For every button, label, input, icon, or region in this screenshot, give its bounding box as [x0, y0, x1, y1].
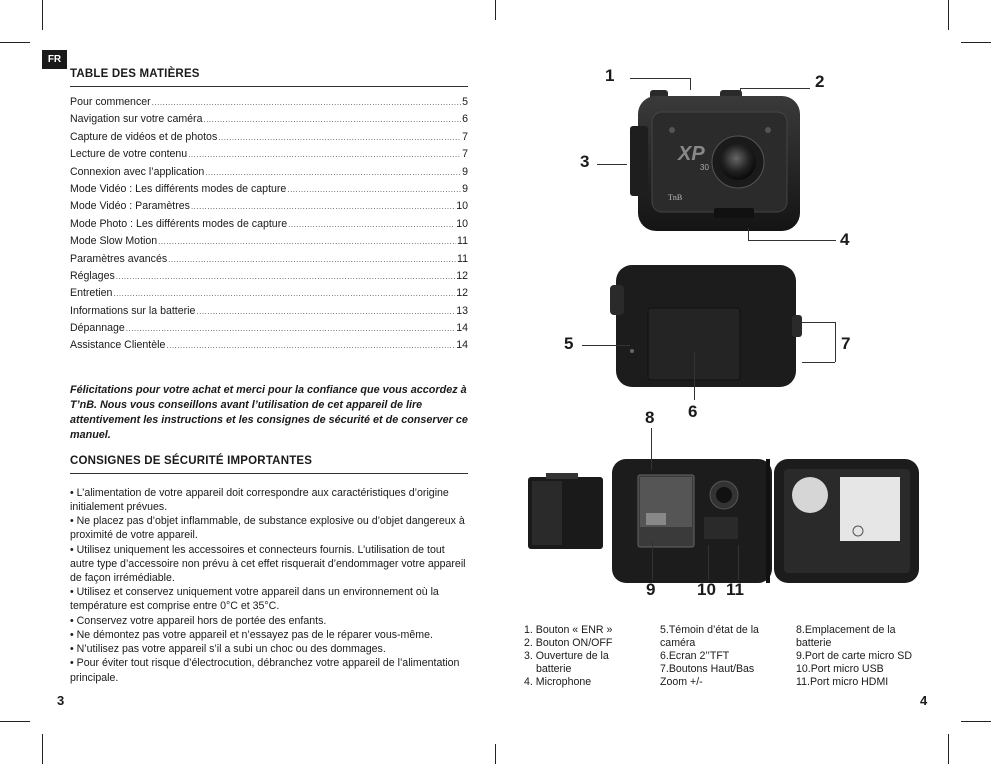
safety-item: • Conservez votre appareil hors de portée des enfants.	[70, 614, 468, 628]
callout-leader	[802, 322, 835, 323]
toc-entry-page: 7	[462, 148, 468, 161]
safety-title: CONSIGNES DE SÉCURITÉ IMPORTANTES	[70, 455, 468, 474]
toc-leader-dots	[126, 324, 455, 333]
toc-leader-dots	[116, 272, 455, 281]
camera-brand: TnB	[668, 193, 683, 202]
toc-entry-page: 12	[456, 269, 468, 282]
legend-item: caméra	[660, 637, 696, 649]
status-led	[630, 349, 634, 353]
toc-entry-label: Informations sur la batterie	[70, 304, 196, 317]
toc-leader-dots	[218, 133, 461, 142]
camera-logo: XP	[678, 143, 705, 165]
microphone	[714, 208, 754, 218]
toc-entry	[70, 287, 468, 304]
toc-entry	[70, 322, 468, 339]
safety-item: • Ne démontez pas votre appareil et n’essayez pas de le réparer vous-même.	[70, 628, 468, 642]
toc-entry-page: 10	[456, 200, 468, 213]
callout-leader	[835, 322, 836, 362]
toc-entry	[70, 235, 468, 252]
toc-leader-dots	[168, 255, 456, 264]
table-of-contents	[70, 96, 468, 357]
toc-entry-label: Connexion avec l’application	[70, 165, 205, 178]
battery-label	[840, 477, 900, 541]
callout-leader	[694, 352, 695, 400]
callout-11: 11	[726, 580, 744, 599]
crop-mark	[961, 42, 991, 43]
callout-4: 4	[840, 230, 850, 249]
callout-leader	[582, 345, 630, 346]
toc-entry-page: 13	[456, 304, 468, 317]
toc-entry	[70, 270, 468, 287]
toc-leader-dots	[188, 150, 461, 159]
crop-mark	[948, 734, 949, 764]
legend-item: 9.Port de carte micro SD	[796, 650, 912, 662]
intro-paragraph: Félicitations pour votre achat et merci pour la confiance que vous accordez à T’nB. Nous vous conseillons avant l’utilisation de cet appareil de lire attentivement les instructions et les consignes de sécurité et de conserver ce manuel.	[70, 383, 468, 441]
toc-entry-label: Entretien	[70, 287, 113, 300]
crop-mark	[495, 744, 496, 764]
legend-item: 7.Boutons Haut/Bas	[660, 663, 755, 675]
callout-3: 3	[580, 152, 590, 171]
crop-mark	[961, 721, 991, 722]
camera-model: 30	[700, 163, 709, 172]
toc-entry-label: Capture de vidéos et de photos	[70, 130, 218, 143]
callout-leader	[651, 428, 652, 470]
toc-entry-page: 5	[462, 96, 468, 108]
legend-item: 2. Bouton ON/OFF	[524, 637, 613, 649]
toc-entry-page: 12	[456, 287, 468, 300]
toc-entry-page: 14	[456, 322, 468, 335]
toc-entry	[70, 253, 468, 270]
safety-item: • N’utilisez pas votre appareil s’il a subi un choc ou des dommages.	[70, 642, 468, 656]
legend-item: 10.Port micro USB	[796, 663, 884, 675]
legend-item: batterie	[536, 663, 572, 675]
toc-leader-dots	[203, 115, 461, 124]
left-page	[70, 60, 468, 685]
legend-item: 5.Témoin d’état de la	[660, 624, 759, 636]
toc-leader-dots	[166, 341, 455, 350]
toc-entry	[70, 218, 468, 235]
safety-item: • Utilisez et conservez uniquement votre appareil dans un environnement où la température est comprise entre 0°C et 35°C.	[70, 585, 468, 613]
legend-item: batterie	[796, 637, 832, 649]
callout-leader	[738, 545, 739, 580]
toc-entry-page: 10	[456, 217, 468, 230]
legend-column-1	[524, 624, 649, 689]
crop-mark	[0, 42, 30, 43]
toc-entry-label: Mode Photo : Les différents modes de capture	[70, 217, 288, 230]
toc-entry-label: Mode Vidéo : Paramètres	[70, 200, 190, 213]
legend-item: 8.Emplacement de la	[796, 624, 896, 636]
toc-entry	[70, 183, 468, 200]
microsd-slot	[646, 513, 666, 525]
callout-leader	[690, 78, 691, 90]
callout-leader	[597, 164, 627, 165]
toc-entry	[70, 96, 468, 113]
toc-entry-page: 9	[462, 165, 468, 178]
toc-entry-label: Lecture de votre contenu	[70, 148, 188, 161]
toc-leader-dots	[113, 289, 455, 298]
safety-item: • L’alimentation de votre appareil doit correspondre aux caractéristiques d’origine initialement prévues.	[70, 486, 468, 514]
callout-8: 8	[645, 408, 655, 427]
toc-entry-label: Assistance Clientèle	[70, 339, 166, 352]
toc-leader-dots	[196, 307, 455, 316]
legend-item: 11.Port micro HDMI	[796, 676, 889, 688]
toc-entry	[70, 131, 468, 148]
callout-1: 1	[605, 66, 615, 85]
toc-leader-dots	[288, 220, 455, 229]
safety-item: • Pour éviter tout risque d’électrocution, débranchez votre appareil de l’alimentation principale.	[70, 656, 468, 684]
toc-entry-label: Mode Vidéo : Les différents modes de capture	[70, 182, 287, 195]
battery-door	[630, 126, 648, 196]
toc-leader-dots	[152, 98, 461, 107]
toc-entry	[70, 305, 468, 322]
legend-column-2	[660, 624, 785, 689]
page-number-right: 4	[920, 693, 928, 708]
toc-entry-page: 6	[462, 113, 468, 126]
page-number-left: 3	[57, 693, 65, 708]
toc-leader-dots	[205, 168, 461, 177]
toc-entry-label: Navigation sur votre caméra	[70, 113, 203, 126]
callout-leader	[740, 88, 810, 89]
callout-leader	[748, 228, 749, 240]
callout-7: 7	[841, 334, 851, 353]
legend-item: 1. Bouton « ENR »	[524, 624, 613, 636]
toc-entry-label: Paramètres avancés	[70, 252, 168, 265]
callout-leader	[740, 88, 741, 98]
callout-9: 9	[646, 580, 656, 599]
language-tab: FR	[42, 50, 67, 69]
crop-mark	[948, 0, 949, 30]
toc-entry-label: Mode Slow Motion	[70, 235, 158, 248]
callout-leader	[748, 240, 836, 241]
camera-open-image	[528, 455, 923, 585]
camera-back-image	[610, 265, 802, 387]
crop-mark	[495, 0, 496, 20]
callout-10: 10	[697, 580, 716, 599]
callout-leader	[652, 540, 653, 580]
safety-list	[70, 486, 468, 685]
toc-entry-page: 7	[462, 130, 468, 143]
callout-6: 6	[688, 402, 698, 421]
crop-mark	[42, 734, 43, 764]
callout-2: 2	[815, 72, 825, 91]
callout-leader	[802, 362, 835, 363]
callout-leader	[708, 545, 709, 580]
crop-mark	[42, 0, 43, 30]
toc-entry-page: 9	[462, 182, 468, 195]
safety-item: • Ne placez pas d’objet inflammable, de substance explosive ou d’objet dangereux à proximité de votre appareil.	[70, 514, 468, 542]
toc-entry	[70, 339, 468, 356]
toc-entry-page: 11	[457, 235, 468, 248]
toc-entry-page: 14	[456, 339, 468, 352]
callout-5: 5	[564, 334, 574, 353]
toc-entry-page: 11	[457, 252, 468, 265]
callout-leader	[630, 78, 690, 79]
legend-item: Zoom +/-	[660, 676, 703, 688]
toc-entry	[70, 113, 468, 130]
toc-entry-label: Dépannage	[70, 322, 125, 335]
safety-item: • Utilisez uniquement les accessoires et connecteurs fournis. L’utilisation de tout autre type d’accessoire non prévu à cet effet risquerait d’endommager votre appareil de façon irrémédiable.	[70, 543, 468, 586]
legend-column-3	[796, 624, 931, 689]
toc-entry	[70, 200, 468, 217]
crop-mark	[0, 721, 30, 722]
legend-item: 3. Ouverture de la	[524, 650, 609, 662]
legend-item: 4. Microphone	[524, 676, 592, 688]
camera-front-image	[620, 88, 805, 238]
toc-leader-dots	[158, 237, 456, 246]
toc-title: TABLE DES MATIÈRES	[70, 68, 468, 87]
toc-leader-dots	[287, 185, 461, 194]
toc-entry	[70, 166, 468, 183]
legend-item: 6.Ecran 2’’TFT	[660, 650, 730, 662]
toc-leader-dots	[191, 202, 455, 211]
toc-entry-label: Pour commencer	[70, 96, 151, 108]
toc-entry-label: Réglages	[70, 269, 115, 282]
toc-entry	[70, 148, 468, 165]
